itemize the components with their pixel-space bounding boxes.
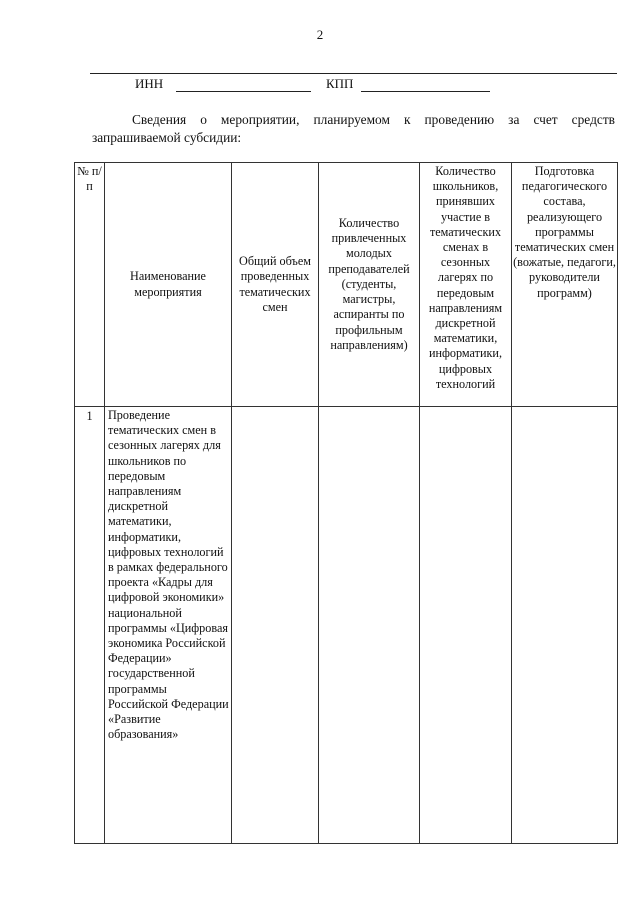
row-young-teachers[interactable] [319, 407, 420, 844]
header-event-name: Наименование мероприятия [105, 163, 232, 407]
header-num: № п/п [75, 163, 105, 407]
inn-kpp-row [0, 74, 640, 94]
row-staff-training[interactable] [512, 407, 618, 844]
row-event-name: Проведение тематических смен в сезонных лагерях для школьников по передовым направлениям дискретной математики, информатики, цифровых технологий в рамках федерального проекта «Кадры для цифровой экономики» национальной программы «Цифровая экономика Российской Федерации» государственной программы Российской Федерации «Развитие образования» [105, 407, 232, 844]
intro-paragraph: Сведения о мероприятии, планируемом к проведению за счет средств запрашиваемой субсидии: [92, 112, 615, 145]
event-table [74, 162, 618, 844]
table-row [75, 407, 618, 844]
kpp-field[interactable] [361, 91, 490, 92]
row-total-shifts[interactable] [232, 407, 319, 844]
header-total-shifts: Общий объем проведенных тематических смен [232, 163, 319, 407]
row-students-count[interactable] [420, 407, 512, 844]
page-number: 2 [316, 27, 324, 42]
header-students-count: Количество школьников, принявших участие в тематических сменах в сезонных лагерях по передовым направлениям дискретной математики, информатики, цифровых технологий [420, 163, 512, 407]
row-number: 1 [75, 407, 105, 844]
table-header-row [75, 163, 618, 407]
header-staff-training: Подготовка педагогического состава, реализующего программы тематических смен (вожатые, педагоги, руководители программ) [512, 163, 618, 407]
inn-field[interactable] [176, 91, 311, 92]
inn-label: ИНН [135, 76, 164, 91]
header-young-teachers: Количество привлеченных молодых преподавателей (студенты, магистры, аспиранты по профильным направлениям) [319, 163, 420, 407]
kpp-label: КПП [326, 76, 354, 91]
